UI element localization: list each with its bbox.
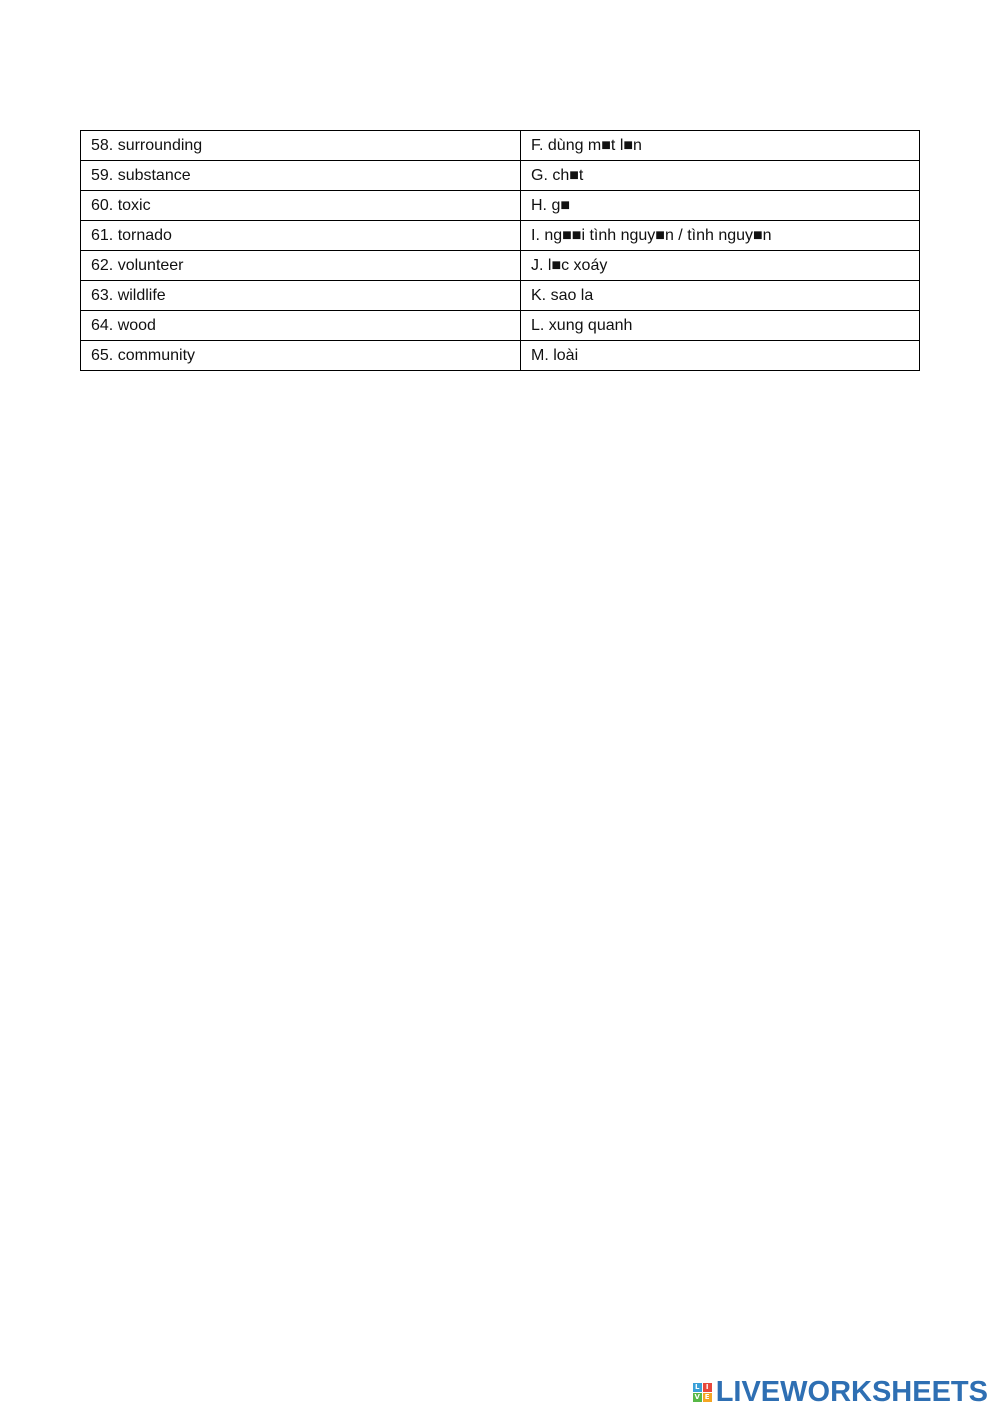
- table-row: [81, 221, 920, 251]
- meaning-cell: M. loài: [521, 341, 920, 371]
- meaning-cell: H. g■: [521, 191, 920, 221]
- term-cell: 60. toxic: [81, 191, 521, 221]
- meaning-cell: L. xung quanh: [521, 311, 920, 341]
- meaning-cell: K. sao la: [521, 281, 920, 311]
- logo-text: LIVEWORKSHEETS: [715, 1375, 988, 1408]
- vocabulary-table: [80, 130, 920, 371]
- table-row: [81, 191, 920, 221]
- logo-mark-tile: V: [694, 1392, 700, 1401]
- meaning-cell: J. l■c xoáy: [521, 251, 920, 281]
- term-cell: 58. surrounding: [81, 131, 521, 161]
- table-row: [81, 161, 920, 191]
- liveworksheets-logo: [693, 1375, 988, 1408]
- table-row: [81, 341, 920, 371]
- logo-mark-tile: E: [703, 1393, 712, 1402]
- logo-mark-icon: [693, 1383, 712, 1402]
- term-cell: 62. volunteer: [81, 251, 521, 281]
- term-cell: 59. substance: [81, 161, 521, 191]
- table-row: [81, 281, 920, 311]
- term-cell: 63. wildlife: [81, 281, 521, 311]
- table-row: [81, 131, 920, 161]
- logo-mark-tile: I: [703, 1383, 712, 1392]
- logo-mark-tile: L: [693, 1383, 702, 1392]
- meaning-cell: F. dùng m■t l■n: [521, 131, 920, 161]
- meaning-cell: G. ch■t: [521, 161, 920, 191]
- term-cell: 61. tornado: [81, 221, 521, 251]
- meaning-cell: I. ng■■i tình nguy■n / tình nguy■n: [521, 221, 920, 251]
- term-cell: 64. wood: [81, 311, 521, 341]
- table-row: [81, 251, 920, 281]
- term-cell: 65. community: [81, 341, 521, 371]
- table-row: [81, 311, 920, 341]
